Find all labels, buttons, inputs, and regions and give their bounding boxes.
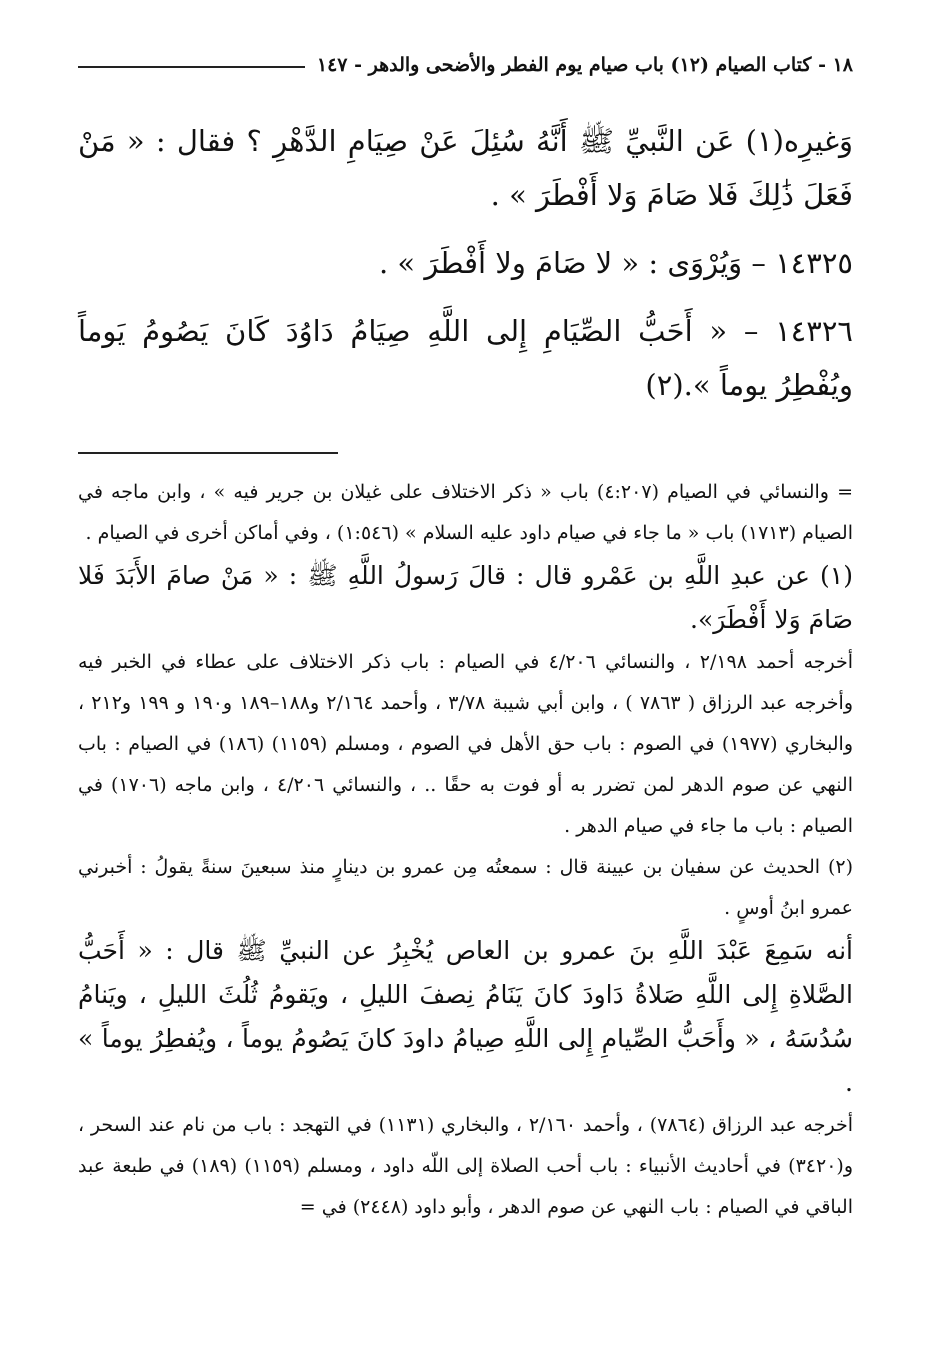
- footnote-continuation: = والنسائي في الصيام (٤:٢٠٧) باب « ذكر الاختلاف على غيلان بن جرير فيه » ، وابن ماجه في الصيام (١٧١٣) باب « ما جاء في صيام داود عليه السلام » (١:٥٤٦) ، وفي أماكن أخرى في الصيام .: [78, 481, 853, 544]
- header-title: ١٨ - كتاب الصيام (١٢) باب صيام يوم الفطر والأضحى والدهر - ١٤٧: [316, 54, 853, 76]
- book-page: [78, 40, 853, 1228]
- footnote-separator: [78, 452, 338, 454]
- main-paragraph-1: وَغيرِه(١) عَن النَّبيِّ ﷺ أَنَّهُ سُئِلَ عَنْ صِيَامِ الدَّهْرِ ؟ فقال : « مَنْ فَعَلَ ذَٰلِكَ فَلا صَامَ وَلا أَفْطَرَ » .: [78, 124, 853, 212]
- footnote-2-takhrij: أخرجه عبد الرزاق (٧٨٦٤) ، وأحمد ٢/١٦٠ ، والبخاري (١١٣١) في التهجد : باب من نام عند السحر ، و(٣٤٢٠) في أحاديث الأنبياء : باب أحب الصلاة إلى اللّه داود ، ومسلم (١١٥٩) (١٨٩) في طبعة عبد الباقي في الصيام : باب النهي عن صوم الدهر ، وأبو داود (٢٤٤٨) في =: [78, 1114, 853, 1218]
- hadith-14326: ١٤٣٢٦ – « أَحَبُّ الصِّيَامِ إِلى اللَّهِ صِيَامُ دَاوُدَ كَانَ يَصُومُ يَوماً ويُفْطِرُ يوماً ».(٢): [78, 314, 853, 402]
- footnote-2-text: أنه سَمِعَ عَبْدَ اللَّهِ بنَ عمرو بن العاص يُخْبِرُ عن النبيِّ ﷺ قال : « أَحَبُّ الصَّلاةِ إِلى اللَّهِ صَلاةُ دَاودَ كانَ يَنَامُ نِصفَ الليلِ ، ويَقومُ ثُلُثَ الليلِ ، ويَنامُ سُدُسَهُ ، « وأَحَبُّ الصِّيامِ إِلى اللَّهِ صِيامُ داودَ كانَ يَصُومُ يوماً ، ويُفطِرُ يوماً » .: [78, 936, 853, 1097]
- footnote-2-intro: (٢) الحديث عن سفيان بن عيينة قال : سمعتُه مِن عمرو بن دينارٍ منذ سبعينَ سنةً يقولُ : أخبرني عمرو ابنُ أوسٍ .: [78, 856, 853, 919]
- main-text: [78, 114, 853, 412]
- footnote-1-text: (١) عن عبدِ اللَّهِ بن عَمْرو قال : قالَ رَسولُ اللَّهِ ﷺ : « مَنْ صامَ الأَبَدَ فَلا صَامَ وَلا أَفْطَرَ».: [78, 561, 853, 634]
- header-rule: [78, 66, 305, 68]
- running-header: [78, 40, 853, 76]
- footnote-1-takhrij: أخرجه أحمد ٢/١٩٨ ، والنسائي ٤/٢٠٦ في الصيام : باب ذكر الاختلاف على عطاء في الخبر فيه وأخرجه عبد الرزاق ( ٧٨٦٣ ) ، وابن أبي شيبة ٣/٧٨ ، وأحمد ٢/١٦٤ و١٨٨–١٨٩ و١٩٠ و ١٩٩ و٢١٢ ، والبخاري (١٩٧٧) في الصوم : باب حق الأهل في الصوم ، ومسلم (١١٥٩) (١٨٦) في الصيام : باب النهي عن صوم الدهر لمن تضرر به أو فوت به حقًا .. ، والنسائي ٤/٢٠٦ ، وابن ماجه (١٧٠٦) في الصيام : باب ما جاء في صيام الدهر .: [78, 651, 854, 837]
- hadith-14325: ١٤٣٢٥ – وَيُرْوَى : « لا صَامَ ولا أَفْطَرَ » .: [378, 246, 853, 280]
- footnotes: [78, 472, 853, 1228]
